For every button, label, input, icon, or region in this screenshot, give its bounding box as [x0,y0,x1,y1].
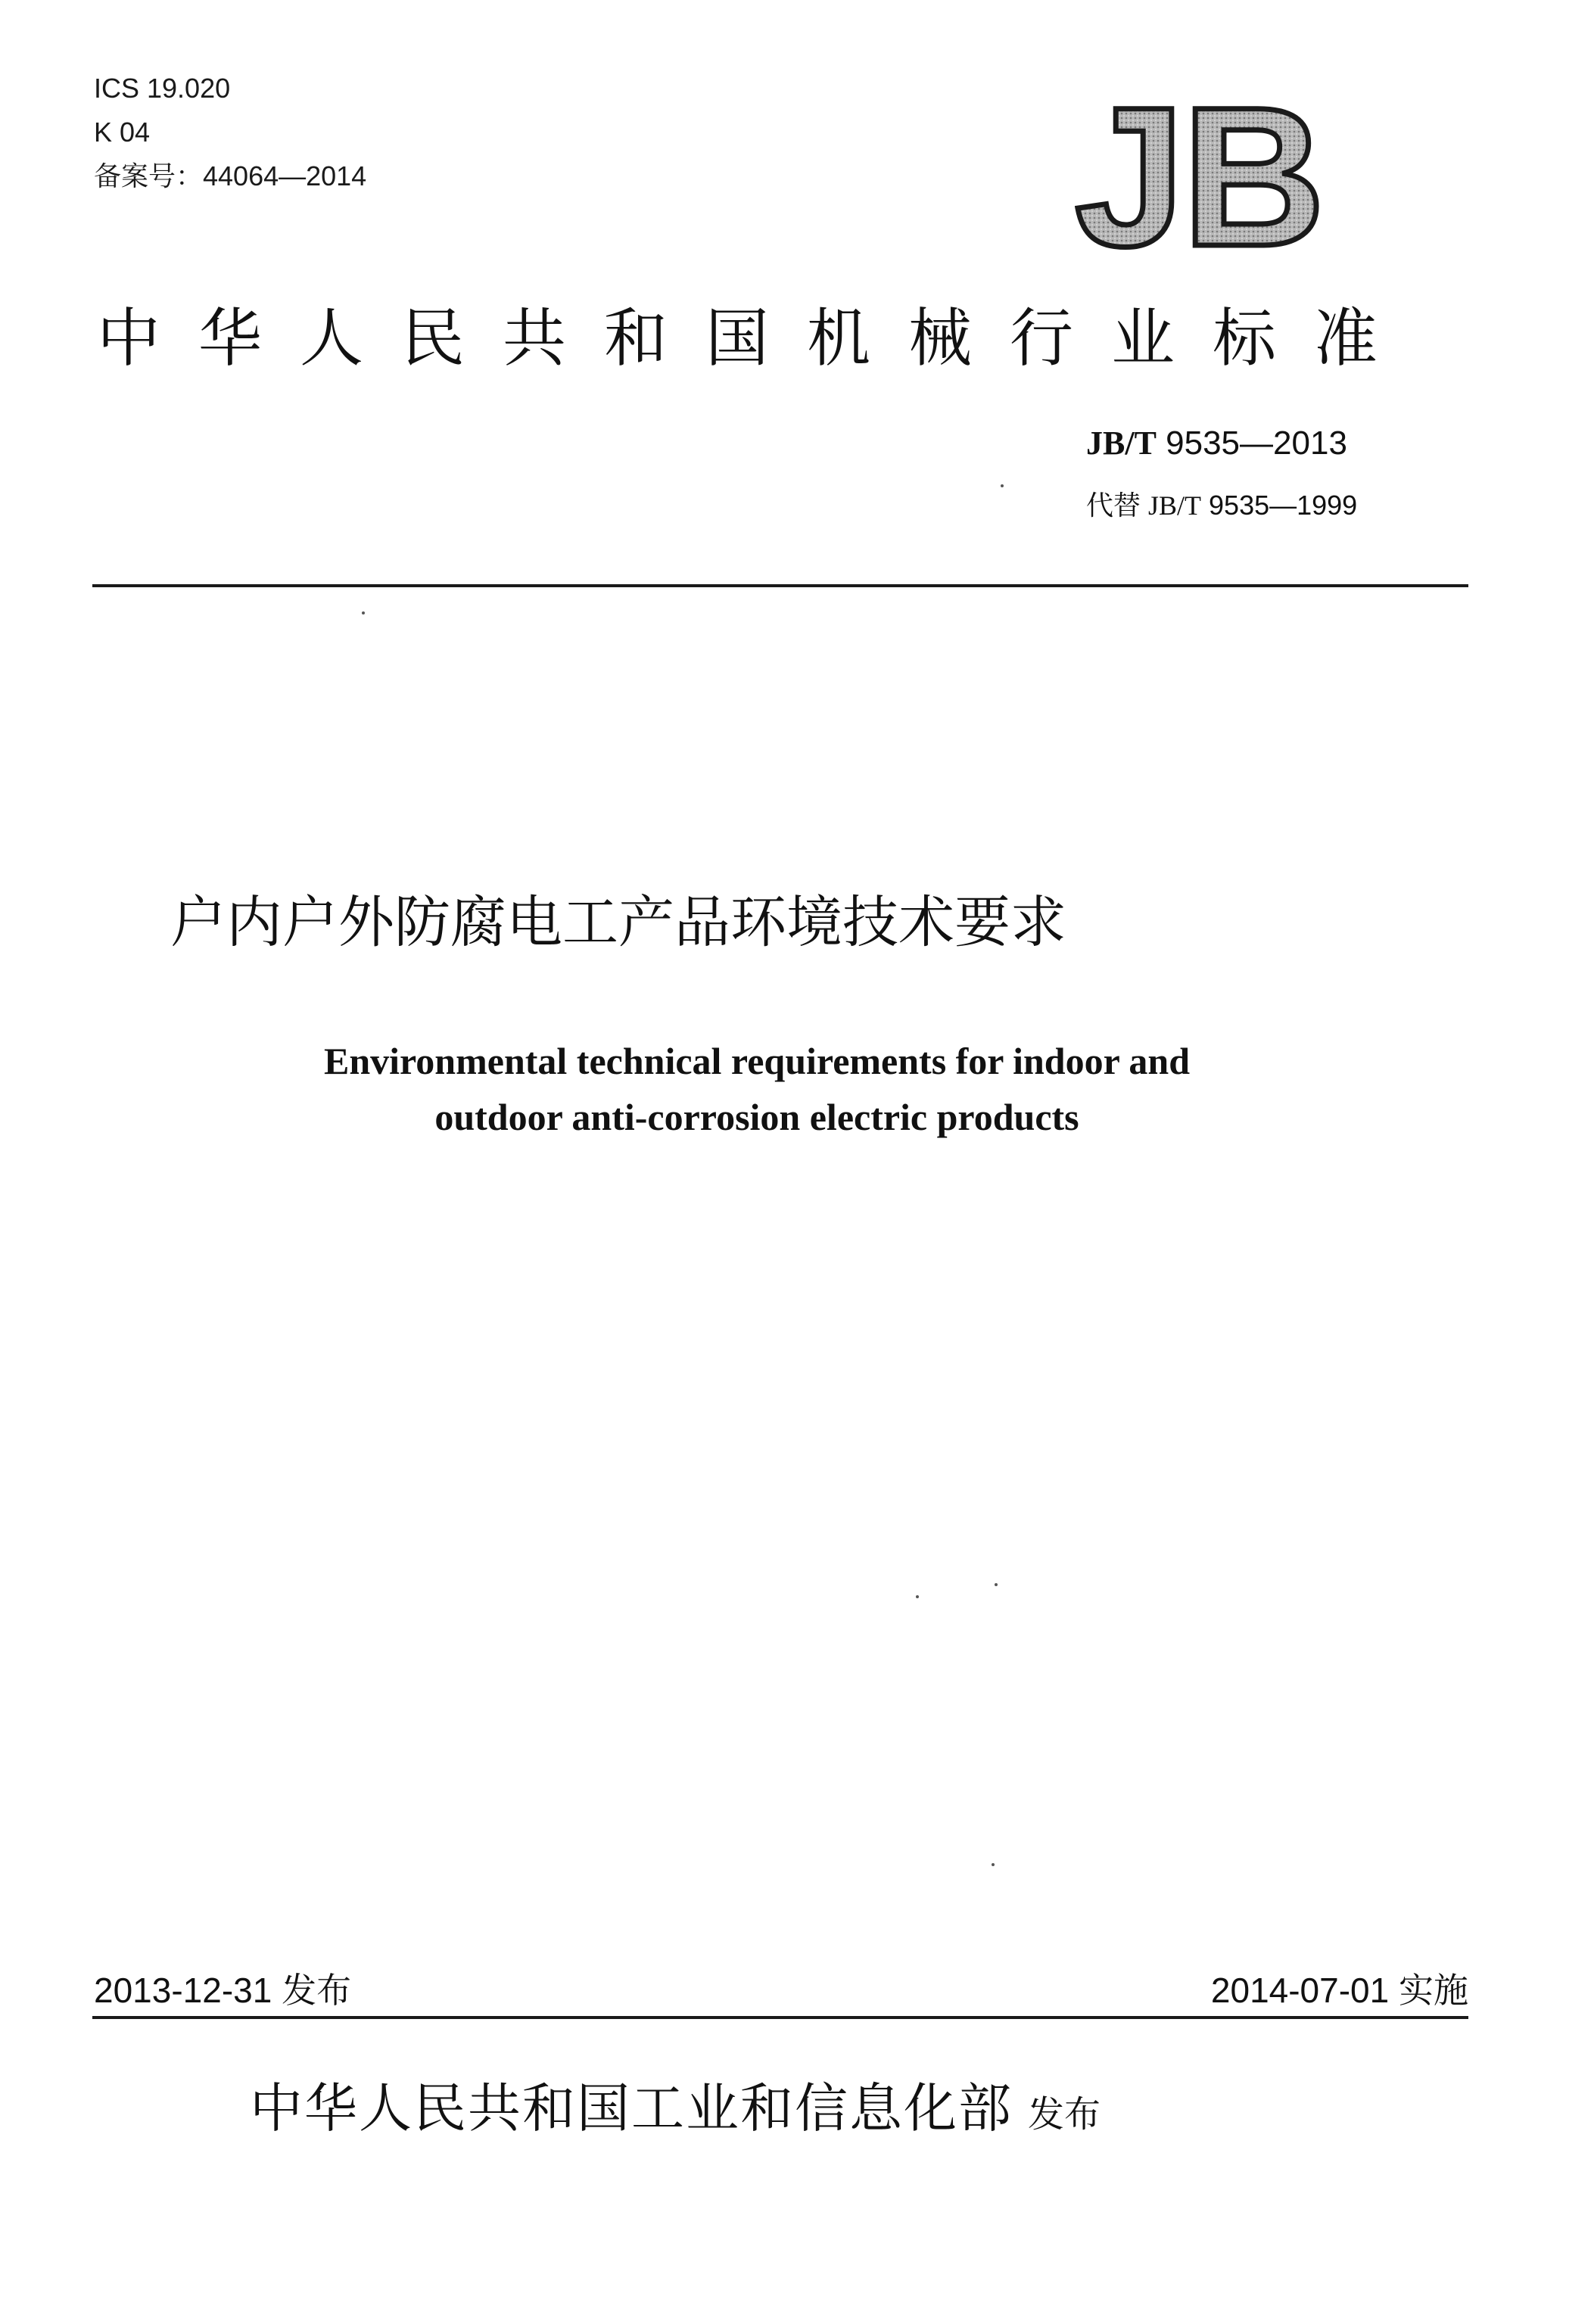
issuer-organization: 中华人民共和国工业和信息化部 [250,2077,1013,2139]
standard-number [1086,424,1347,462]
issuer-action: 发布 [1028,2093,1101,2136]
scan-speck [995,1583,998,1586]
publish-date: 2013-12-31 发布 [94,1971,352,2010]
jb-logo-text: JB [1075,85,1322,259]
replaces-label: 代替 [1086,490,1149,521]
scan-speck [1001,484,1004,487]
bottom-divider [92,2016,1468,2019]
jb-logo [1075,85,1393,259]
document-title-en [0,1033,1514,1145]
metadata-block [94,67,366,198]
filing-number: 备案号：44064—2014 [94,160,367,191]
effective-date: 2014-07-01 实施 [1210,1971,1468,2010]
document-title-en-line1: Environmental technical requirements for indoor and [323,1040,1191,1082]
replaces-suffix: 9535—1999 [1201,490,1358,521]
issuer [250,2066,1101,2142]
replaces-prefix: JB/T [1148,490,1202,521]
standard-number-suffix: 9535—2013 [1156,425,1347,462]
ics-code: ICS 19.020 [94,73,231,104]
top-divider [92,584,1468,587]
replaces-note [1086,484,1357,523]
scan-speck [992,1863,995,1866]
scan-speck [916,1595,919,1598]
document-title-cn: 户内户外防腐电工产品环境技术要求 [170,890,1066,955]
standard-category: 中华人民共和国机械行业标准 [97,301,1416,375]
classification-code: K 04 [94,117,151,148]
document-title-en-line2: outdoor anti-corrosion electric products [434,1096,1079,1138]
scan-speck [362,611,365,614]
standard-number-prefix: JB/T [1086,425,1157,462]
